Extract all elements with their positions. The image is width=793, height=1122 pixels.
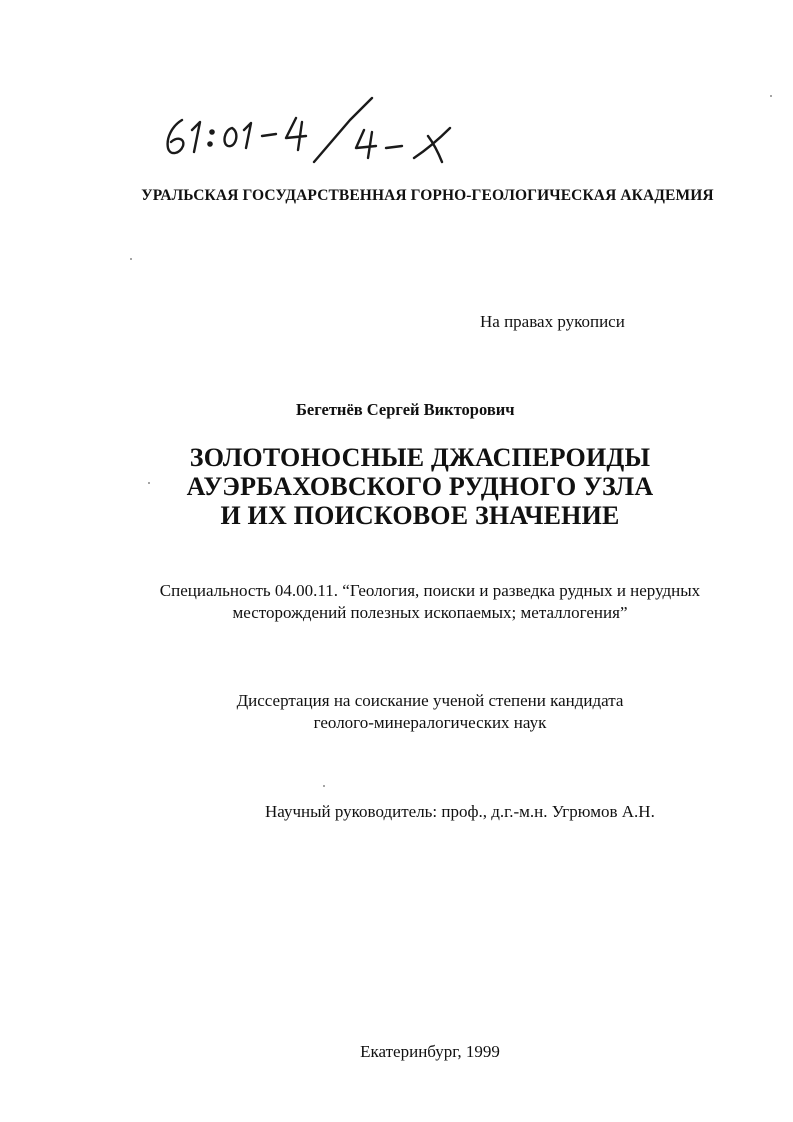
title-line: АУЭРБАХОВСКОГО РУДНОГО УЗЛА <box>186 472 654 501</box>
specialty-line: месторождений полезных ископаемых; металлогения” <box>232 603 628 622</box>
institution-name: УРАЛЬСКАЯ ГОСУДАРСТВЕННАЯ ГОРНО-ГЕОЛОГИЧЕСКАЯ АКАДЕМИЯ <box>141 187 714 204</box>
degree-statement <box>200 690 660 734</box>
scan-speck <box>148 482 150 484</box>
degree-line: геолого-минералогических наук <box>313 713 547 732</box>
specialty-line: Специальность 04.00.11. “Геология, поиски и разведка рудных и нерудных <box>159 581 701 600</box>
place-and-year: Екатеринбург, 1999 <box>360 1042 500 1061</box>
rights-notice: На правах рукописи <box>480 312 625 331</box>
title-line: ЗОЛОТОНОСНЫЕ ДЖАСПЕРОИДЫ <box>189 443 651 472</box>
scan-speck <box>130 258 132 260</box>
title-line: И ИХ ПОИСКОВОЕ ЗНАЧЕНИЕ <box>220 501 620 530</box>
degree-line: Диссертация на соискание ученой степени кандидата <box>236 691 624 710</box>
dissertation-title <box>180 443 660 530</box>
specialty <box>110 580 750 624</box>
handwritten-catalog-number <box>150 92 490 182</box>
scientific-advisor: Научный руководитель: проф., д.г.-м.н. Угрюмов А.Н. <box>265 802 655 821</box>
author-name: Бегетнёв Сергей Викторович <box>296 400 515 419</box>
scan-speck <box>770 95 772 97</box>
scan-speck <box>323 785 325 787</box>
